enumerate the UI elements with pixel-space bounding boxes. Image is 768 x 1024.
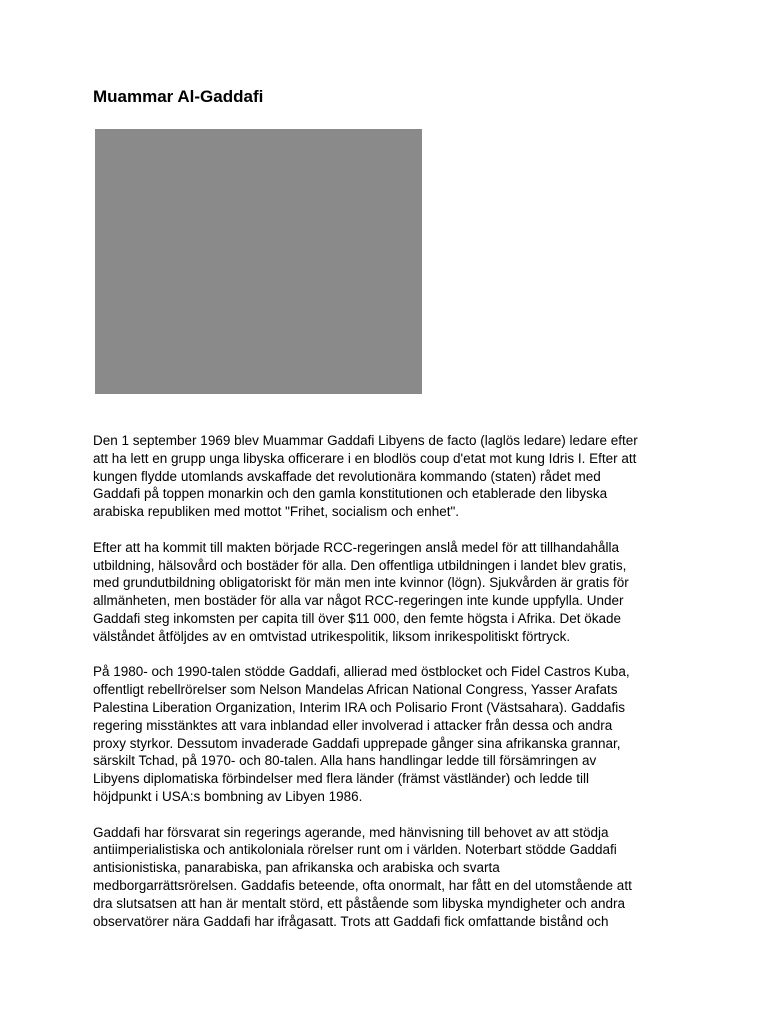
text-line: kungen flydde utomlands avskaffade det revolutionära kommando (staten) rådet med xyxy=(93,468,601,484)
text-line: höjdpunkt i USA:s bombning av Libyen 1986. xyxy=(93,788,363,804)
paragraph xyxy=(93,432,673,521)
text-line: arabiska republiken med mottot "Frihet, socialism och enhet". xyxy=(93,504,460,520)
text-line: välståndet åtföljdes av en omtvistad utrikespolitik, liksom inrikespolitiskt förtryck. xyxy=(93,628,571,644)
text-line: Efter att ha kommit till makten började RCC-regeringen anslå medel för att tillhandahålla xyxy=(93,539,620,555)
paragraph xyxy=(93,824,673,931)
text-line: dra slutsatsen att han är mentalt störd, ett påstående som libyska myndigheter och andra xyxy=(93,895,626,911)
document-title: Muammar Al-Gaddafi xyxy=(93,87,264,106)
text-line: Den 1 september 1969 blev Muammar Gaddafi Libyens de facto (laglös ledare) ledare efter xyxy=(93,433,638,448)
text-line: medborgarrättsrörelsen. Gaddafis beteende, ofta onormalt, har fått en del utomstående att xyxy=(93,877,632,893)
text-line: allmänheten, men bostäder för alla var något RCC-regeringen inte kunde uppfylla. Under xyxy=(93,593,624,609)
text-line: På 1980- och 1990-talen stödde Gaddafi, allierad med östblocket och Fidel Castros Kuba, xyxy=(93,664,630,680)
text-line: Palestina Liberation Organization, Interim IRA och Polisario Front (Västsahara). Gaddafis xyxy=(93,699,626,715)
portrait-photo xyxy=(95,129,422,394)
paragraph xyxy=(93,539,673,646)
text-line: regering misstänktes att vara inblandad eller involverad i attacker från dessa och andra xyxy=(93,717,613,733)
document-body xyxy=(93,432,673,948)
text-line: särskilt Tchad, på 1970- och 80-talen. Alla hans handlingar ledde till försämringen av xyxy=(93,753,597,769)
text-line: Gaddafi har försvarat sin regerings agerande, med hänvisning till behovet av att stödja xyxy=(93,824,609,840)
paragraph xyxy=(93,663,673,805)
text-line: att ha lett en grupp unga libyska officerare i en blodlös coup d'etat mot kung Idris I. Efter att xyxy=(93,450,637,466)
text-line: Libyens diplomatiska förbindelser med flera länder (främst västländer) och ledde till xyxy=(93,771,589,787)
text-line: antiimperialistiska och antikoloniala rörelser runt om i världen. Noterbart stödde Gaddafi xyxy=(93,842,617,858)
text-line: antisionistiska, panarabiska, pan afrikanska och arabiska och svarta xyxy=(93,860,500,876)
text-line: offentligt rebellrörelser som Nelson Mandelas African National Congress, Yasser Arafats xyxy=(93,682,618,698)
text-line: Gaddafi på toppen monarkin och den gamla konstitutionen och etablerade den libyska xyxy=(93,486,608,502)
text-line: Gaddafi steg inkomsten per capita till över $11 000, den femte högsta i Afrika. Det ökade xyxy=(93,610,622,626)
text-line: proxy styrkor. Dessutom invaderade Gaddafi upprepade gånger sina afrikanska grannar, xyxy=(93,735,621,751)
text-line: utbildning, hälsovård och bostäder för alla. Den offentliga utbildningen i landet blev gratis, xyxy=(93,557,627,573)
text-line: med grundutbildning obligatoriskt för män men inte kvinnor (lögn). Sjukvården är gratis för xyxy=(93,575,629,591)
text-line: observatörer nära Gaddafi har ifrågasatt. Trots att Gaddafi fick omfattande bistånd och xyxy=(93,913,609,929)
